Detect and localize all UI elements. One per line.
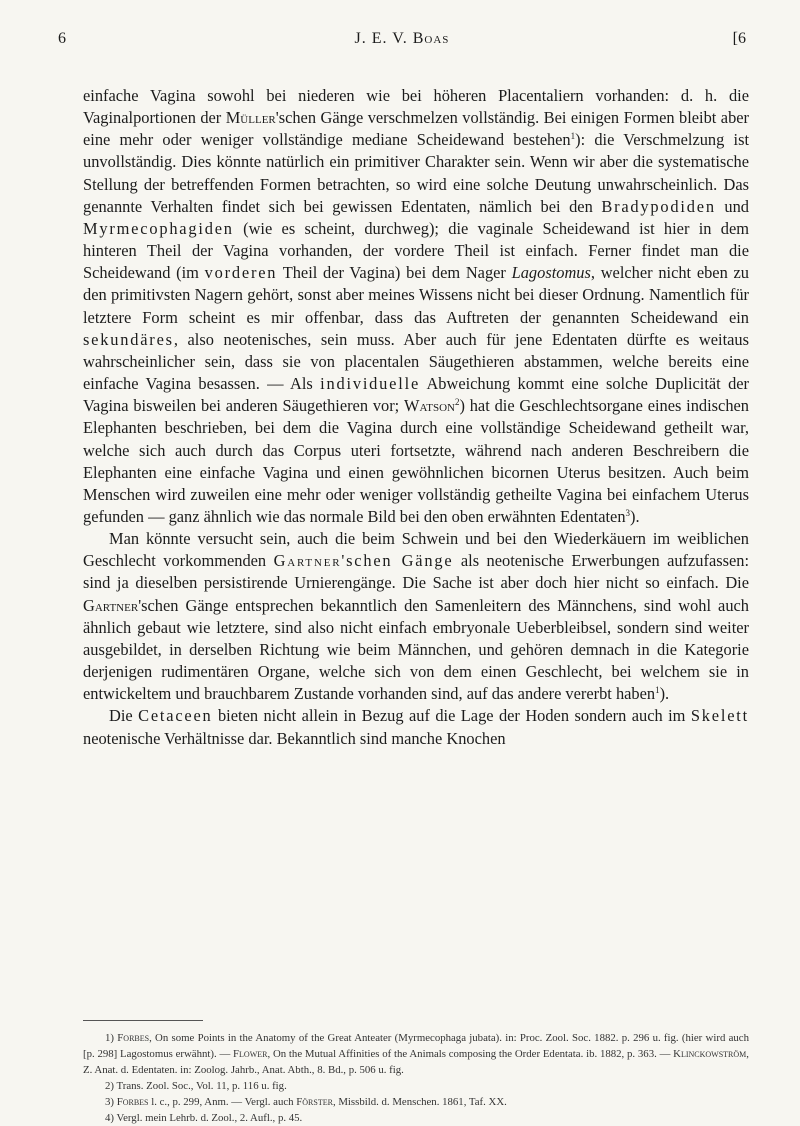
body-text: [83, 85, 749, 750]
paragraph-3: Die Cetaceen bieten nicht allein in Bezug auf die Lage der Hoden sondern auch im Skelett neotenische Verhältnisse dar. Bekanntlich sind manche Knochen: [83, 706, 749, 748]
page-ref: [6: [732, 30, 746, 47]
spaced-term: Skelett: [690, 706, 749, 726]
footnote-separator: [83, 1020, 203, 1021]
footnote-2: 2) Trans. Zool. Soc., Vol. 11, p. 116 u. fig.: [105, 1080, 287, 1092]
author-gartner: Gartner: [83, 595, 139, 615]
spaced-term: Bradypodiden: [601, 196, 716, 216]
running-title: J. E. V. Boas: [354, 30, 450, 47]
footnote-3: 3) Forbes l. c., p. 299, Anm. — Vergl. auch Förster, Missbild. d. Menschen. 1861, Taf. XX.: [105, 1096, 507, 1108]
spaced-term: Cetaceen: [138, 706, 213, 726]
spaced-term: individuelle: [320, 374, 421, 394]
footnote-ref: 1: [655, 685, 660, 696]
spaced-term: vorderen: [204, 263, 278, 283]
running-header: [58, 30, 746, 56]
footnote-ref: 3: [625, 507, 631, 518]
author-mueller: Müller: [225, 108, 276, 128]
author-gartner: Gartner: [273, 551, 342, 571]
spaced-term: 'schen Gänge: [341, 551, 454, 571]
footnote-1: 1) Forbes, On some Points in the Anatomy of the Great Anteater (Myrmecophaga jubata). in: Proc. Zool. Soc. 1882. p. 296 u. fig. (hier wird auch [p. 298] Lagostomus erwähnt). — Flower, On the Mutual Affinities of the Animals composing the Order Edentata. ib. 1882, p. 363. — Klinckowström, Z. Anat. d. Edentaten. in: Zoolog. Jahrb., Anat. Abth., 8. Bd., p. 506 u. fig.: [83, 1032, 749, 1076]
spaced-term: sekundäres: [83, 329, 174, 349]
footnotes: [83, 1030, 749, 1126]
paragraph-1: einfache Vagina sowohl bei niederen wie bei höheren Placentaliern vorhanden: d. h. die Vaginalportionen der Müller'schen Gänge verschmelzen vollständig. Bei einigen Formen bleibt aber eine mehr oder weniger vollständige mediane Scheidewand bestehen$^1$): die Verschmelzung ist unvollständig. Dies könnte natürlich ein primitiver Charakter sein. Wenn wir aber die systematische Stellung der betreffenden Formen betrachten, so wird eine solche Deutung unwahrscheinlich. Das genannte Verhalten findet sich bei gewissen Edentaten, nämlich bei den Bradypodiden und Myrmecophagiden (wie es scheint, durchweg); die vaginale Scheidewand ist hier in dem hinteren Theil der Vagina vorhanden, der vordere Theil ist einfach. Ferner findet man die Scheidewand (im vorderen Theil der Vagina) bei dem Nager Lagostomus, welcher nicht eben zu den primitivsten Nagern gehört, sonst aber meines Wissens nicht bei dieser Ordnung. Namentlich für letztere Form scheint es mir offenbar, dass das Auftreten der genannten Scheidewand ein sekundäres, also neotenisches, sein muss. Aber auch für jene Edentaten dürfte es weitaus wahrscheinlicher sein, dass sie von placentalen Säugethieren abstammen, welche bereits eine einfache Vagina besassen. — Als individuelle Abweichung kommt eine solche Duplicität der Vagina bisweilen bei anderen Säugethieren vor; Watson$^2$) hat die Geschlechtsorgane eines indischen Elephanten beschrieben, bei dem die Vagina durch eine vollständige Scheidewand getheilt war, welche sich auch durch das Corpus uteri fortsetzte, während nach anderen Beschreibern die Elephanten eine einfache Vagina und einen gewöhnlichen bicornen Uterus besitzen. Auch beim Menschen wird zuweilen eine mehr oder weniger vollständig getheilte Vagina bei einfachem Uterus gefunden — ganz ähnlich wie das normale Bild bei den oben erwähnten Edentaten$^3$).: [83, 86, 749, 526]
footnote-4: 4) Vergl. mein Lehrb. d. Zool., 2. Aufl., p. 45.: [105, 1112, 303, 1124]
italic-term: Lagostomus: [511, 263, 591, 283]
page-number: 6: [58, 30, 66, 47]
spaced-term: Myrmecophagiden: [83, 218, 234, 238]
paragraph-2: Man könnte versucht sein, auch die beim Schwein und bei den Wiederkäuern im weiblichen Geschlecht vorkommenden Gartner'schen Gänge als neotenische Erwerbungen aufzufassen: sind ja dieselben persistirende Urnierengänge. Die Sache ist aber doch hier nicht so einfach. Die Gartner'schen Gänge entsprechen bekanntlich den Samenleitern des Männchens, sind wohl auch ähnlich gebaut wie letztere, sind also nicht einfach embryonale Ueberbleibsel, sondern sind weiter ausgebildet, in derselben Richtung wie beim Männchen, und gehören demnach in die Kategorie derjenigen rudimentären Organe, welche sich von dem einen Geschlecht, bei welchem sie in entwickeltem und brauchbarem Zustande vorhanden sind, auf das andere vererbt haben$^1$).: [83, 529, 749, 704]
author-watson: Watson: [404, 396, 455, 416]
footnote-ref: 2: [454, 397, 460, 408]
footnote-ref: 1: [570, 131, 576, 142]
